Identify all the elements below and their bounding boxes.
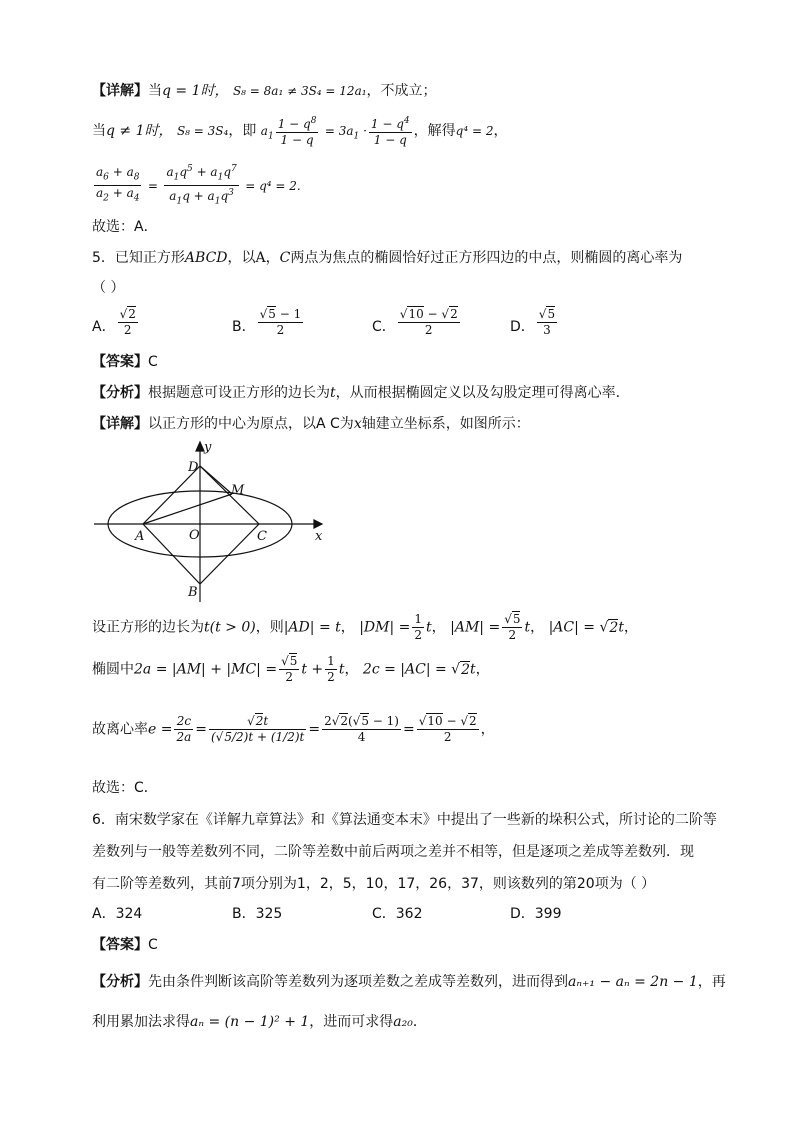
answer-line-q4: 故选：A． xyxy=(92,219,158,235)
detail-line-2: 当q ≠ 1时， S₈ = 3S₄，即 $a_1$ $\frac{1 - q^8}{1 - q}$ = $3a_1$ · $\frac{1 - q^4}{1 - q}$ ，解得q⁴ = 2， xyxy=(92,116,508,147)
q6-option-c[interactable]: C．362 xyxy=(372,906,423,922)
q6-stem-line-3: 有二阶等差数列，其前7项分别为1，2，5，10，17，26，37，则该数列的第20项为（ ） xyxy=(92,876,656,892)
q6-stem-line-1: 6．南宋数学家在《详解九章算法》和《算法通变本末》中提出了一些新的垛积公式，所讨论的二阶等 xyxy=(92,812,717,828)
solution-line-3: 故离心率e = $\frac{2c}{2a}$ = $\frac{√2t}{(√5/2)t + (1/2)t}$ = $\frac{2√2(√5 - 1)}{4}$ = $\frac{√10 - √2}{2}$ ， xyxy=(92,714,495,744)
detail-line-1: 【详解】当q = 1时， S₈ = 8a₁ ≠ 3S₄ = 12a₁，不成立； xyxy=(92,83,437,99)
q6-options xyxy=(92,903,612,925)
detail-line-3: $\frac{a_6 + a_8}{a_2 + a_4}$ = $\frac{a_1q^5 + a_1q^7}{a_1q + a_1q^3}$ = q⁴ = 2. xyxy=(96,164,301,207)
answer-line-q5: 故选：C． xyxy=(92,780,158,796)
point-d-label: D xyxy=(188,460,199,475)
q5-option-d[interactable]: D． $\frac{√5}{3}$ xyxy=(510,306,556,337)
q5-options xyxy=(92,308,712,348)
q5-option-c[interactable]: C． $\frac{√10 - √2}{2}$ xyxy=(372,306,458,337)
q5-option-b[interactable]: B． $\frac{√5 - 1}{2}$ xyxy=(232,306,302,337)
point-o-label: O xyxy=(189,528,200,543)
q6-option-b[interactable]: B．325 xyxy=(232,906,283,922)
axis-y-label: y xyxy=(204,440,212,455)
sum-formula: S₈ = 8a₁ ≠ 3S₄ = 12a₁ xyxy=(232,84,367,98)
q6-stem-line-2: 差数列与一般等差数列不同，二阶等差数中前后两项之差并不相等，但是逐项之差成等差数列．现 xyxy=(92,844,694,860)
q5-stem: 5．已知正方形ABCD，以A，C两点为焦点的椭圆恰好过正方形四边的中点，则椭圆的离心率为 xyxy=(92,250,683,266)
q6-option-a[interactable]: A．324 xyxy=(92,906,143,922)
q5-answer: 【答案】C xyxy=(92,354,158,370)
q5-paren: （ ） xyxy=(92,280,125,296)
detail-tag: 【详解】 xyxy=(92,83,148,99)
solution-line-2: 椭圆中2a = |AM| + |MC| = $\frac{√5}{2}$ t + $\frac{1}{2}$ t， 2c = |AC| = √2t， xyxy=(92,654,490,684)
q5-detail: 【详解】以正方形的中心为原点，以A C为x轴建立坐标系，如图所示： xyxy=(92,416,530,432)
q6-analysis-line-2: 利用累加法求得aₙ = (n − 1)² + 1，进而可求得a₂₀． xyxy=(92,1014,427,1030)
axis-x-label: x xyxy=(315,529,323,544)
point-b-label: B xyxy=(188,585,198,600)
solution-line-1: 设正方形的边长为t(t > 0)，则|AD| = t， |DM| = $\frac{1}{2}$ t， |AM| = $\frac{√5}{2}$ t， |AC| = √2t， xyxy=(92,612,638,642)
q5-option-a[interactable]: A． $\frac{√2}{2}$ xyxy=(92,306,136,337)
point-a-label: A xyxy=(135,529,145,544)
q6-option-d[interactable]: D．399 xyxy=(510,906,562,922)
q6-analysis-line-1: 【分析】先由条件判断该高阶等差数列为逐项差数之差成等差数列，进而得到aₙ₊₁ − aₙ = 2n − 1，再 xyxy=(92,974,726,990)
q6-answer: 【答案】C xyxy=(92,937,158,953)
point-m-label: M xyxy=(231,483,245,498)
ellipse-square-figure xyxy=(90,438,340,606)
q5-analysis: 【分析】根据题意可设正方形的边长为t，从而根据椭圆定义以及勾股定理可得离心率. xyxy=(92,385,621,401)
point-c-label: C xyxy=(257,529,267,544)
